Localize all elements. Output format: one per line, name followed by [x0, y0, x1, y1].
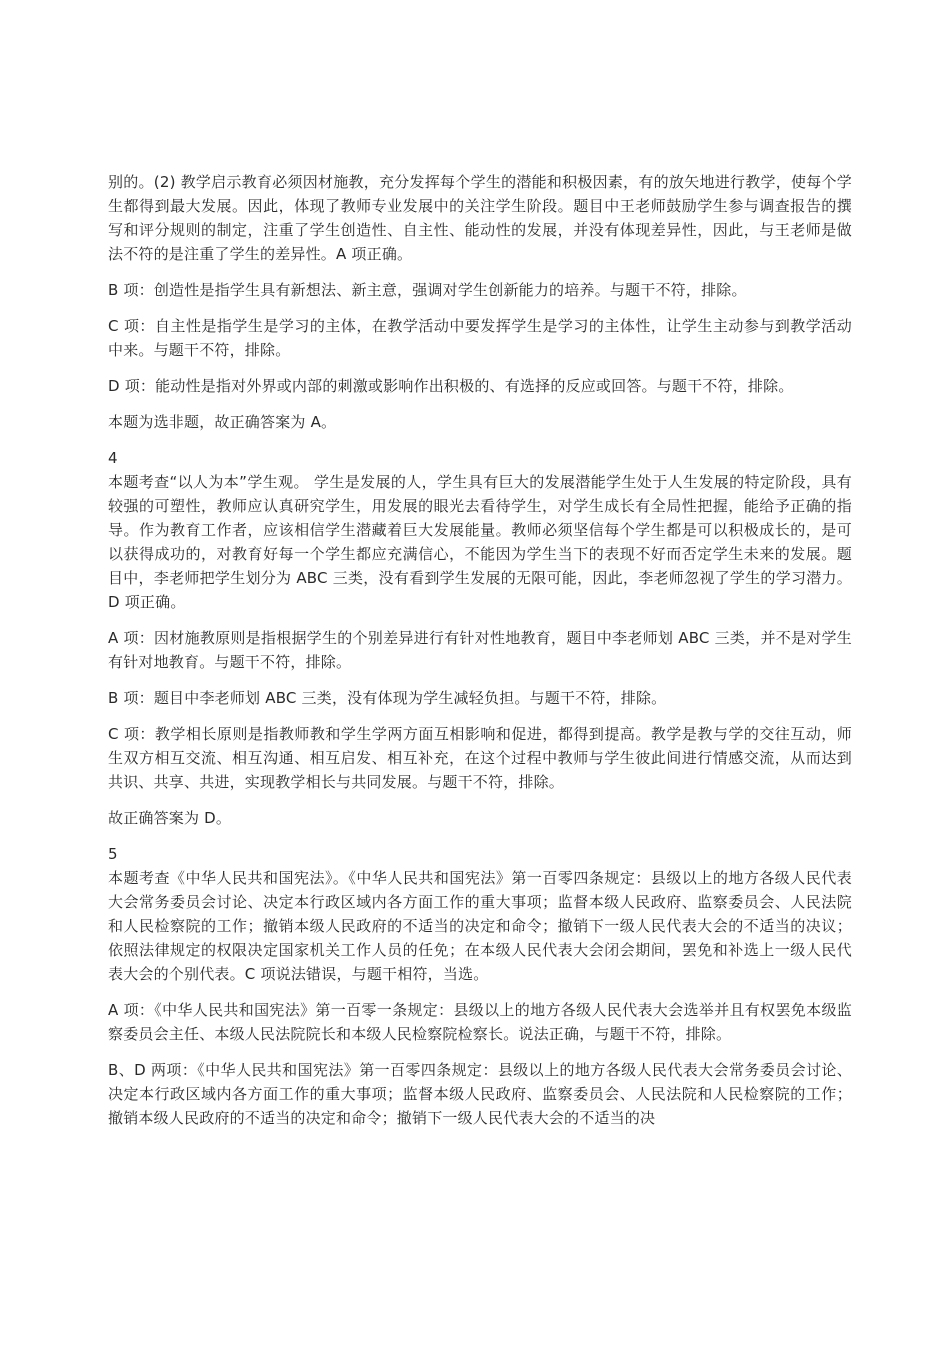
paragraph: D 项：能动性是指对外界或内部的刺激或影响作出积极的、有选择的反应或回答。与题干不符，排除。 [108, 377, 794, 395]
paragraph: B 项：题目中李老师划 ABC 三类，没有体现为学生减轻负担。与题干不符，排除。 [108, 689, 667, 707]
paragraph: C 项：自主性是指学生是学习的主体，在教学活动中要发挥学生是学习的主体性，让学生主动参与到教学活动中来。与题干不符，排除。 [108, 317, 852, 359]
answer-line: 本题为选非题，故正确答案为 A。 [108, 413, 337, 431]
answer-line: 故正确答案为 D。 [108, 809, 232, 827]
paragraph: A 项：因材施教原则是指根据学生的个别差异进行有针对性地教育，题目中李老师划 ABC 三类，并不是对学生有针对地教育。与题干不符，排除。 [108, 629, 852, 671]
paragraph: B 项：创造性是指学生具有新想法、新主意，强调对学生创新能力的培养。与题干不符，排除。 [108, 281, 747, 299]
document-content [108, 170, 852, 1142]
question-number: 5 [108, 845, 118, 863]
paragraph: 别的。(2) 教学启示教育必须因材施教，充分发挥每个学生的潜能和积极因素，有的放矢地进行教学，使每个学生都得到最大发展。因此，体现了教师专业发展中的关注学生阶段。题目中王老师鼓励学生参与调查报告的撰写和评分规则的制定，注重了学生创造性、自主性、能动性的发展，并没有体现差异性，因此，与王老师是做法不符的是注重了学生的差异性。A 项正确。 [108, 173, 852, 263]
paragraph: A 项：《中华人民共和国宪法》第一百零一条规定：县级以上的地方各级人民代表大会选举并且有权罢免本级监察委员会主任、本级人民法院院长和本级人民检察院检察长。说法正确，与题干不符，排除。 [108, 1001, 852, 1043]
question-number: 4 [108, 449, 118, 467]
paragraph: B、D 两项：《中华人民共和国宪法》第一百零四条规定：县级以上的地方各级人民代表大会常务委员会讨论、决定本行政区域内各方面工作的重大事项；监督本级人民政府、监察委员会、人民法院和人民检察院的工作；撤销本级人民政府的不适当的决定和命令；撤销下一级人民代表大会的不适当的决 [108, 1061, 852, 1127]
question-5-block [108, 842, 852, 986]
paragraph: 本题考查《中华人民共和国宪法》。《中华人民共和国宪法》第一百零四条规定：县级以上的地方各级人民代表大会常务委员会讨论、决定本行政区域内各方面工作的重大事项；监督本级人民政府、监察委员会、人民法院和人民检察院的工作；撤销本级人民政府的不适当的决定和命令；撤销下一级人民代表大会的不适当的决议；依照法律规定的权限决定国家机关工作人员的任免；在本级人民代表大会闭会期间，罢免和补选上一级人民代表大会的个别代表。C 项说法错误，与题干相符，当选。 [108, 869, 852, 983]
question-4-block [108, 446, 852, 614]
paragraph: C 项：教学相长原则是指教师教和学生学两方面互相影响和促进，都得到提高。教学是教与学的交往互动，师生双方相互交流、相互沟通、相互启发、相互补充，在这个过程中教师与学生彼此间进行情感交流，从而达到共识、共享、共进，实现教学相长与共同发展。与题干不符，排除。 [108, 725, 852, 791]
paragraph: 本题考查“以人为本”学生观。 学生是发展的人，学生具有巨大的发展潜能学生处于人生发展的特定阶段，具有较强的可塑性，教师应认真研究学生，用发展的眼光去看待学生，对学生成长有全局性把握，能给予正确的指导。作为教育工作者，应该相信学生潜藏着巨大发展能量。教师必须坚信每个学生都是可以积极成长的，是可以获得成功的，对教育好每一个学生都应充满信心，不能因为学生当下的表现不好而否定学生未来的发展。题目中，李老师把学生划分为 ABC 三类，没有看到学生发展的无限可能，因此，李老师忽视了学生的学习潜力。D 项正确。 [108, 473, 852, 611]
